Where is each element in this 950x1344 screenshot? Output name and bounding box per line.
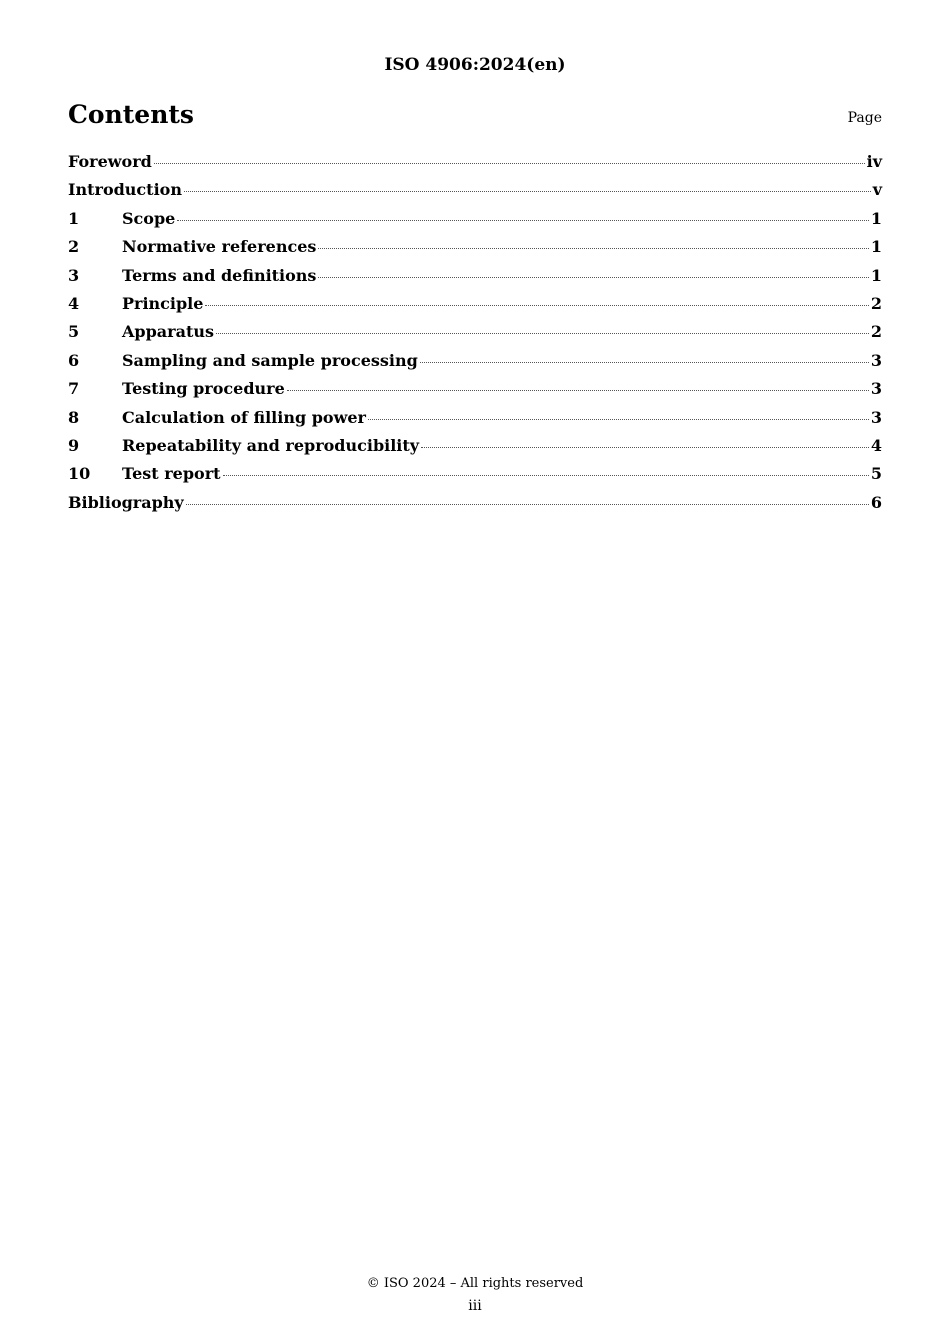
toc-entry-page: 1 [870,265,882,285]
toc-entry[interactable] [68,266,882,294]
toc-dot-leader [287,390,869,391]
toc-dot-leader [216,333,869,334]
toc-dot-leader [184,191,871,192]
toc-entry[interactable] [68,493,882,521]
toc-entry-page: 2 [870,293,882,313]
toc-entry-number: 9 [68,435,80,455]
toc-entry[interactable] [68,294,882,322]
toc-dot-leader [186,504,869,505]
toc-dot-leader [318,248,868,249]
toc-entry-page: 2 [870,322,882,342]
toc-dot-leader [318,277,868,278]
toc-entry[interactable] [68,322,882,350]
table-of-contents [68,152,882,521]
toc-entry-number: 6 [68,350,80,370]
toc-entry[interactable] [68,209,882,237]
toc-entry[interactable] [68,379,882,407]
page-column-label: Page [847,110,882,126]
toc-entry-number: 2 [68,237,80,257]
footer-page-number: iii [468,1298,482,1314]
toc-entry[interactable] [68,351,882,379]
toc-entry-number: 4 [68,293,80,313]
toc-entry-page: 5 [870,464,882,484]
toc-entry-title: Testing procedure [122,379,285,399]
toc-entry-page: iv [866,152,882,171]
toc-entry-page: 3 [870,350,882,370]
footer-copyright: © ISO 2024 – All rights reserved [366,1276,584,1291]
toc-entry-page: 4 [870,435,882,455]
toc-entry-title: Repeatability and reproducibility [122,435,420,455]
toc-entry-title: Foreword [68,152,152,171]
toc-entry[interactable] [68,408,882,436]
toc-entry-title: Sampling and sample processing [122,350,418,370]
toc-entry-title: Bibliography [68,492,184,512]
toc-dot-leader [205,305,868,306]
toc-entry-page: v [872,180,882,200]
toc-dot-leader [420,362,869,363]
toc-dot-leader [368,419,869,420]
toc-entry[interactable] [68,464,882,492]
toc-entry-title: Terms and definitions [122,265,317,285]
toc-entry-number: 1 [68,208,80,228]
toc-entry[interactable] [68,180,882,208]
contents-title: Contents [68,100,195,129]
toc-entry-title: Scope [122,208,176,228]
toc-entry[interactable] [68,237,882,265]
toc-dot-leader [177,220,869,221]
toc-entry-title: Apparatus [122,322,214,342]
toc-entry[interactable] [68,436,882,464]
toc-entry-page: 6 [870,492,882,512]
toc-entry-number: 8 [68,407,80,427]
toc-entry-number: 7 [68,379,80,399]
toc-entry-page: 1 [870,208,882,228]
toc-entry-title: Normative references [122,237,317,257]
toc-dot-leader [223,475,869,476]
toc-entry-page: 1 [870,237,882,257]
toc-dot-leader [421,447,869,448]
toc-entry-page: 3 [870,407,882,427]
toc-entry-number: 3 [68,265,80,285]
toc-entry-title: Introduction [68,180,182,200]
document-id-header: ISO 4906:2024(en) [384,55,566,75]
toc-entry-page: 3 [870,379,882,399]
toc-entry[interactable] [68,152,882,180]
toc-entry-title: Test report [122,464,221,484]
toc-dot-leader [154,163,865,164]
toc-entry-number: 5 [68,322,80,342]
toc-entry-title: Calculation of filling power [122,407,366,427]
toc-entry-title: Principle [122,293,204,313]
toc-entry-number: 10 [68,464,91,484]
